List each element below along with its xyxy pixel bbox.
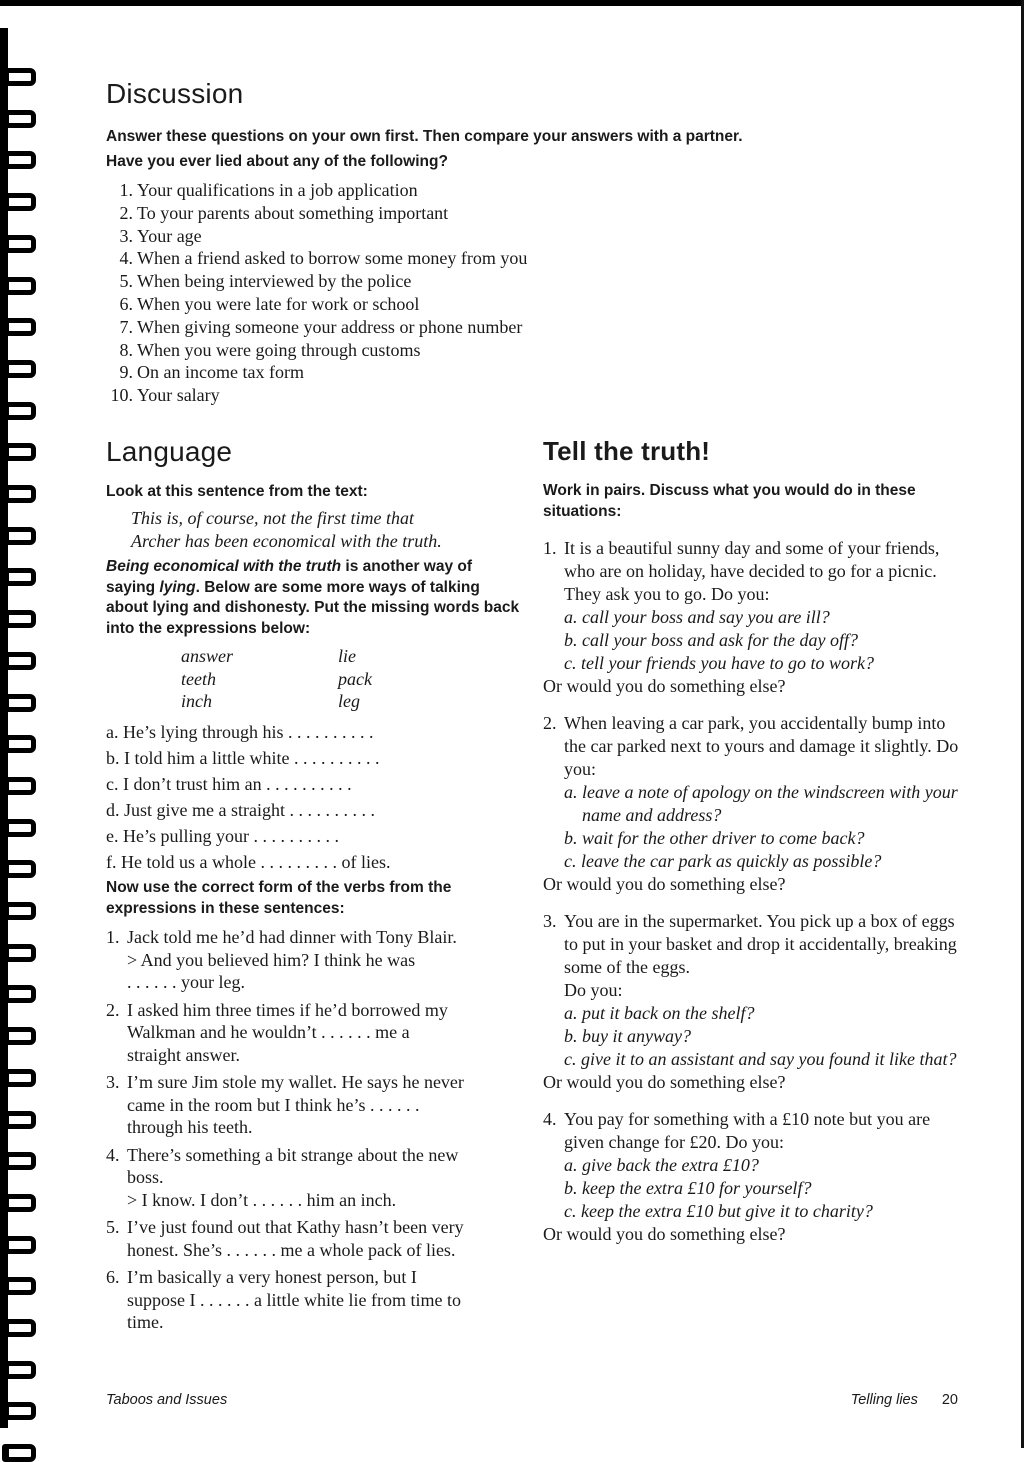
item-number: 5. — [119, 271, 133, 292]
item-number: 8. — [119, 339, 133, 360]
situation-option: a. call your boss and say you are ill? — [564, 607, 830, 627]
situation-question — [543, 910, 963, 1002]
sentence-number: 1. — [106, 927, 120, 947]
situation — [543, 910, 963, 1094]
binding-ring — [2, 1444, 36, 1462]
sentence-item — [106, 999, 526, 1067]
situation-text: You are in the supermarket. You pick up a box of eggs to put in your basket and drop it accidentally, breaking some of the eggs. — [564, 911, 957, 977]
truth-title: Tell the truth! — [543, 436, 711, 466]
binding-ring — [2, 985, 36, 1003]
situation-question — [543, 712, 963, 781]
binding-ring — [2, 1361, 36, 1379]
word-lying: lying — [159, 578, 196, 596]
binding-ring — [2, 1152, 36, 1170]
discussion-instruction-1: Answer these questions on your own first. Then compare your answers with a partner. — [106, 128, 743, 145]
page-top-edge — [0, 0, 1024, 6]
situation-text: When leaving a car park, you accidentally bump into the car parked next to yours and damage it slightly. Do you: — [564, 713, 959, 779]
binding-ring — [2, 819, 36, 837]
footer-right — [851, 1392, 958, 1408]
expression-item: b. I told him a little white . . . . . . . . . . — [106, 748, 380, 768]
binding-ring — [2, 110, 36, 128]
discussion-item — [107, 270, 667, 293]
situation-question — [543, 1108, 963, 1154]
situation-text-2: Do you: — [564, 980, 623, 1000]
discussion-item — [107, 225, 667, 248]
binding-ring — [2, 151, 36, 169]
expressions-list — [106, 719, 390, 875]
situation-else: Or would you do something else? — [543, 676, 786, 696]
situation-option: a. leave a note of apology on the windscreen with your name and address? — [564, 782, 958, 825]
expression-item: e. He’s pulling your . . . . . . . . . . — [106, 826, 339, 846]
discussion-title: Discussion — [106, 78, 244, 109]
item-text: When giving someone your address or phone number — [137, 316, 523, 337]
sentence-line: came in the room but I think he’s . . . . . . — [127, 1094, 420, 1115]
language-instruction-1: Look at this sentence from the text: — [106, 483, 368, 500]
situation-option: c. leave the car park as quickly as possible? — [564, 851, 882, 871]
discussion-item — [107, 247, 667, 270]
item-number: 3. — [119, 225, 133, 246]
word-teeth: teeth — [181, 668, 216, 689]
situation — [543, 537, 963, 698]
word-pack: pack — [338, 668, 372, 689]
binding-ring — [2, 1194, 36, 1212]
sentence-number: 4. — [106, 1144, 120, 1165]
item-text: On an income tax form — [137, 362, 304, 383]
language-paragraph — [106, 557, 521, 639]
footer-unit-title: Telling lies — [850, 1392, 918, 1408]
paragraph-rest: . Below are some more ways of talking about lying and dishonesty. Put the missing words back into the expressions below: — [106, 578, 520, 637]
discussion-item — [107, 179, 667, 202]
expression-item: f. He told us a whole . . . . . . . . . of lies. — [106, 852, 391, 872]
situation-options — [543, 1154, 963, 1223]
truth-instruction: Work in pairs. Discuss what you would do in these situations: — [543, 482, 916, 520]
binding-ring — [2, 527, 36, 545]
footer-book-title: Taboos and Issues — [106, 1392, 228, 1408]
sentence-number: 2. — [106, 999, 120, 1020]
binding-ring — [2, 860, 36, 878]
situation-options — [543, 781, 963, 873]
language-instruction-2: Now use the correct form of the verbs from the expressions in these sentences: — [106, 879, 452, 917]
binding-ring — [2, 318, 36, 336]
item-text: When you were late for work or school — [137, 293, 420, 314]
sentence-number: 5. — [106, 1217, 120, 1237]
situation-option: b. keep the extra £10 for yourself? — [564, 1178, 812, 1198]
situation-options — [543, 1002, 963, 1071]
quote-line-2: Archer has been economical with the truth. — [131, 531, 442, 551]
binding-ring — [2, 443, 36, 461]
discussion-item — [107, 384, 667, 407]
sentence-line: > I know. I don’t . . . . . . him an inch. — [127, 1189, 397, 1210]
binding-ring — [2, 1402, 36, 1420]
binding-ring — [2, 1027, 36, 1045]
situation-option: b. call your boss and ask for the day off? — [564, 630, 858, 650]
situation-number: 2. — [543, 713, 557, 733]
discussion-item — [107, 316, 667, 339]
discussion-list — [107, 179, 667, 407]
binding-ring — [2, 68, 36, 86]
sentence-line: . . . . . . your leg. — [127, 972, 245, 992]
sentence-line: I’ve just found out that Kathy hasn’t been very — [127, 1217, 464, 1237]
sentence-item — [106, 1266, 526, 1334]
page-number: 20 — [941, 1392, 958, 1408]
discussion-item — [107, 293, 667, 316]
sentence-number: 6. — [106, 1267, 120, 1287]
binding-ring — [2, 694, 36, 712]
sentence-line: through his teeth. — [127, 1117, 253, 1137]
item-text: Your qualifications in a job application — [137, 180, 418, 200]
sentence-line: straight answer. — [127, 1044, 240, 1065]
binding-ring — [2, 235, 36, 253]
discussion-instruction-2: Have you ever lied about any of the following? — [106, 153, 448, 170]
sentence-line: time. — [127, 1312, 164, 1332]
situation-option: a. give back the extra £10? — [564, 1155, 759, 1175]
situation-option: c. keep the extra £10 but give it to charity? — [564, 1201, 873, 1221]
item-number: 4. — [119, 248, 133, 269]
sentence-line: suppose I . . . . . . a little white lie from time to — [127, 1289, 461, 1310]
sentence-line: I’m basically a very honest person, but I — [127, 1267, 417, 1287]
item-number: 6. — [119, 293, 133, 314]
expression-item: a. He’s lying through his . . . . . . . . . . — [106, 722, 374, 742]
binding-ring — [2, 277, 36, 295]
binding-ring — [2, 777, 36, 795]
situation-option: c. give it to an assistant and say you found it like that? — [564, 1049, 957, 1069]
sentence-line: > And you believed him? I think he was — [127, 949, 416, 970]
situation-number: 3. — [543, 911, 557, 931]
situation-option: b. wait for the other driver to come back? — [564, 828, 865, 848]
item-number: 10. — [110, 385, 133, 406]
situation-else: Or would you do something else? — [543, 1224, 786, 1244]
situation-options — [543, 606, 963, 675]
sentences-list — [106, 926, 526, 1339]
sentence-line: Walkman and he wouldn’t . . . . . . me a — [127, 1022, 410, 1042]
binding-ring — [2, 360, 36, 378]
sentence-item — [106, 1144, 526, 1212]
sentence-line: I asked him three times if he’d borrowed my — [127, 999, 448, 1020]
sentence-item — [106, 1216, 526, 1261]
sentence-item — [106, 926, 526, 994]
item-text: When you were going through customs — [137, 339, 421, 360]
binding-ring — [2, 944, 36, 962]
situation-number: 4. — [543, 1109, 557, 1129]
situation-else: Or would you do something else? — [543, 1072, 786, 1092]
language-title: Language — [106, 436, 233, 467]
binding-ring — [2, 1277, 36, 1295]
item-text: When a friend asked to borrow some money from you — [137, 248, 528, 269]
paragraph-mid: is another way of saying — [106, 558, 473, 596]
situation — [543, 1108, 963, 1246]
situation-number: 1. — [543, 538, 557, 558]
situation-else: Or would you do something else? — [543, 874, 786, 894]
item-number: 7. — [119, 316, 133, 337]
item-text: Your age — [137, 225, 202, 246]
binding-ring — [2, 1069, 36, 1087]
item-text: Your salary — [137, 385, 220, 406]
discussion-item — [107, 361, 667, 384]
binding-ring — [2, 610, 36, 628]
sentence-line: Jack told me he’d had dinner with Tony Blair. — [127, 927, 457, 947]
binding-ring — [2, 402, 36, 420]
situations-list — [543, 537, 963, 1260]
item-text: When being interviewed by the police — [137, 271, 412, 292]
binding-ring — [2, 1111, 36, 1129]
sentence-line: boss. — [127, 1167, 164, 1187]
spiral-binding — [0, 28, 42, 1428]
discussion-item — [107, 202, 667, 225]
item-text: To your parents about something important — [137, 202, 449, 223]
quote-line-1: This is, of course, not the first time that — [131, 508, 415, 528]
sentence-line: There’s something a bit strange about the new — [127, 1144, 459, 1165]
expression-item: c. I don’t trust him an . . . . . . . . . . — [106, 774, 352, 794]
word-inch: inch — [181, 691, 212, 711]
situation-option: b. buy it anyway? — [564, 1026, 691, 1046]
sentence-item — [106, 1071, 526, 1139]
word-lie: lie — [338, 646, 356, 666]
situation-text: It is a beautiful sunny day and some of your friends, who are on holiday, have decided to go for a picnic. They ask you to go. Do you: — [564, 538, 940, 604]
sentence-line: honest. She’s . . . . . . me a whole pack of lies. — [127, 1239, 456, 1260]
binding-ring — [2, 735, 36, 753]
item-number: 9. — [119, 362, 133, 383]
expression-item: d. Just give me a straight . . . . . . . . . . — [106, 800, 375, 820]
situation-option: a. put it back on the shelf? — [564, 1003, 755, 1023]
sentence-number: 3. — [106, 1072, 120, 1092]
binding-ring — [2, 193, 36, 211]
phrase-economical: Being economical with the truth — [106, 558, 342, 575]
situation-text: You pay for something with a £10 note but you are given change for £20. Do you: — [564, 1109, 931, 1152]
situation-question — [543, 537, 963, 606]
sentence-line: I’m sure Jim stole my wallet. He says he never — [127, 1072, 464, 1092]
binding-ring — [2, 1236, 36, 1254]
word-answer: answer — [181, 646, 234, 666]
binding-ring — [2, 902, 36, 920]
binding-ring — [2, 485, 36, 503]
word-leg: leg — [338, 691, 360, 711]
situation-option: c. tell your friends you have to go to work? — [564, 653, 874, 673]
discussion-item — [107, 339, 667, 362]
item-number: 1. — [119, 180, 133, 200]
binding-ring — [2, 1319, 36, 1337]
binding-ring — [2, 568, 36, 586]
situation — [543, 712, 963, 896]
binding-ring — [2, 652, 36, 670]
item-number: 2. — [119, 202, 133, 223]
